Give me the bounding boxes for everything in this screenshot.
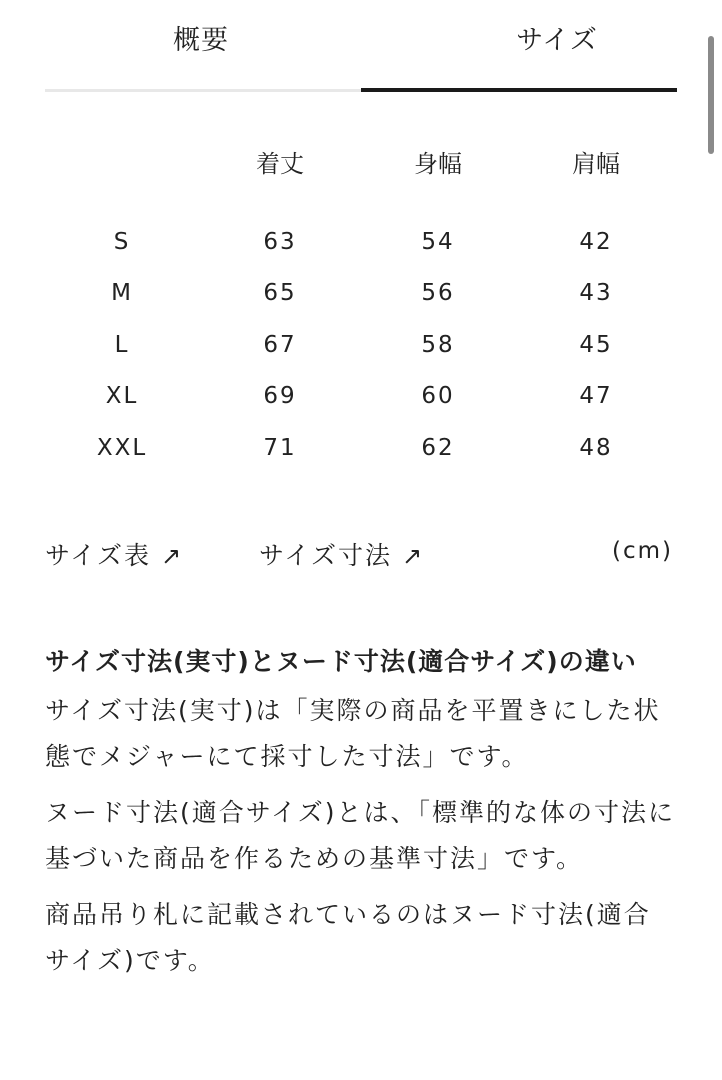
cell-size: XXL	[96, 434, 148, 461]
cell-length: 67	[263, 331, 297, 358]
cell-length: 69	[263, 383, 297, 410]
tab-size-label: サイズ	[516, 25, 598, 56]
cell-size: S	[113, 228, 131, 255]
cell-body-width: 58	[421, 331, 455, 358]
cell-shoulder-width: 43	[579, 280, 613, 307]
scrollbar[interactable]	[708, 36, 714, 154]
tab-overview-underline	[45, 89, 361, 92]
tab-overview[interactable]	[45, 0, 361, 92]
tab-size-underline-active	[361, 88, 677, 92]
header-length: 着丈	[256, 149, 304, 178]
cell-shoulder-width: 48	[579, 434, 613, 461]
cell-size: M	[111, 280, 133, 307]
cell-body-width: 56	[421, 280, 455, 307]
size-chart-link[interactable]	[45, 536, 183, 572]
cell-length: 63	[263, 228, 297, 255]
header-body-width: 身幅	[414, 149, 462, 178]
cell-shoulder-width: 47	[579, 383, 613, 410]
header-shoulder-width: 肩幅	[572, 149, 620, 178]
cell-size: L	[114, 331, 130, 358]
external-arrow-icon: ↗	[402, 542, 425, 570]
spacer-row	[60, 184, 692, 216]
cell-body-width: 62	[421, 434, 455, 461]
size-table	[60, 138, 692, 474]
cell-size: XL	[105, 383, 139, 410]
tab-overview-label: 概要	[173, 25, 229, 56]
explanation-paragraph: ヌード寸法(適合サイズ)とは、「標準的な体の寸法に基づいた商品を作るための基準寸法」です。	[45, 798, 676, 873]
unit-label: (cm)	[612, 538, 673, 564]
cell-length: 71	[263, 434, 297, 461]
cell-shoulder-width: 45	[579, 331, 613, 358]
tab-bar	[45, 0, 677, 92]
tab-size[interactable]	[361, 0, 677, 92]
explanation-heading: サイズ寸法(実寸)とヌード寸法(適合サイズ)の違い	[45, 647, 637, 676]
size-links-row	[45, 530, 677, 578]
table-row	[60, 268, 692, 320]
header-size	[60, 138, 184, 184]
size-dimensions-link-label: サイズ寸法	[259, 541, 393, 570]
table-row	[60, 216, 692, 268]
size-explanation	[45, 640, 675, 994]
size-dimensions-link[interactable]	[259, 536, 424, 572]
table-row	[60, 371, 692, 423]
table-row	[60, 319, 692, 371]
external-arrow-icon: ↗	[161, 542, 184, 570]
cell-body-width: 54	[421, 228, 455, 255]
size-table-header-row	[60, 138, 692, 184]
size-chart-link-label: サイズ表	[45, 541, 152, 570]
explanation-paragraph: 商品吊り札に記載されているのはヌード寸法(適合サイズ)です。	[45, 900, 651, 975]
table-row	[60, 422, 692, 474]
explanation-paragraph: サイズ寸法(実寸)は「実際の商品を平置きにした状態でメジャーにて採寸した寸法」です。	[45, 696, 661, 771]
cell-body-width: 60	[421, 383, 455, 410]
cell-shoulder-width: 42	[579, 228, 613, 255]
cell-length: 65	[263, 280, 297, 307]
